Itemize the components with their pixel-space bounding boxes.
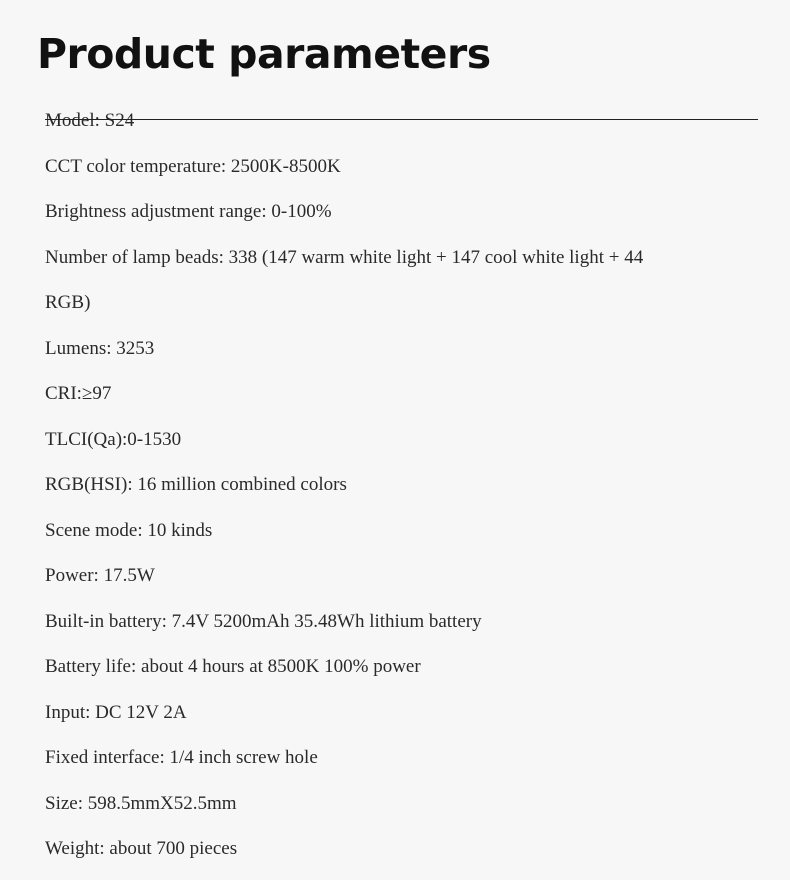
param-built-in-battery: Built-in battery: 7.4V 5200mAh 35.48Wh lithium battery [45, 610, 482, 632]
param-size: Size: 598.5mmX52.5mm [45, 792, 237, 814]
param-model: Model: S24 [45, 110, 135, 131]
param-input: Input: DC 12V 2A [45, 701, 187, 723]
param-fixed-interface: Fixed interface: 1/4 inch screw hole [45, 747, 318, 768]
param-battery-life: Battery life: about 4 hours at 8500K 100% power [45, 656, 421, 677]
header-divider [45, 119, 758, 120]
param-cri: CRI:≥97 [45, 383, 112, 404]
parameter-list [45, 106, 770, 880]
param-lumens: Lumens: 3253 [45, 337, 155, 359]
param-brightness-range: Brightness adjustment range: 0-100% [45, 201, 332, 222]
param-cct-color-temperature: CCT color temperature: 2500K-8500K [45, 155, 341, 177]
param-scene-mode: Scene mode: 10 kinds [45, 519, 213, 541]
page-title: Product parameters [37, 30, 491, 78]
param-lamp-beads: Number of lamp beads: 338 (147 warm white light + 147 cool white light + 44 [45, 246, 644, 268]
param-rgb-hsi: RGB(HSI): 16 million combined colors [45, 474, 347, 495]
param-tlci: TLCI(Qa):0-1530 [45, 428, 182, 450]
param-weight: Weight: about 700 pieces [45, 838, 238, 859]
param-lamp-beads-continued: RGB) [45, 292, 91, 313]
param-power: Power: 17.5W [45, 565, 155, 586]
